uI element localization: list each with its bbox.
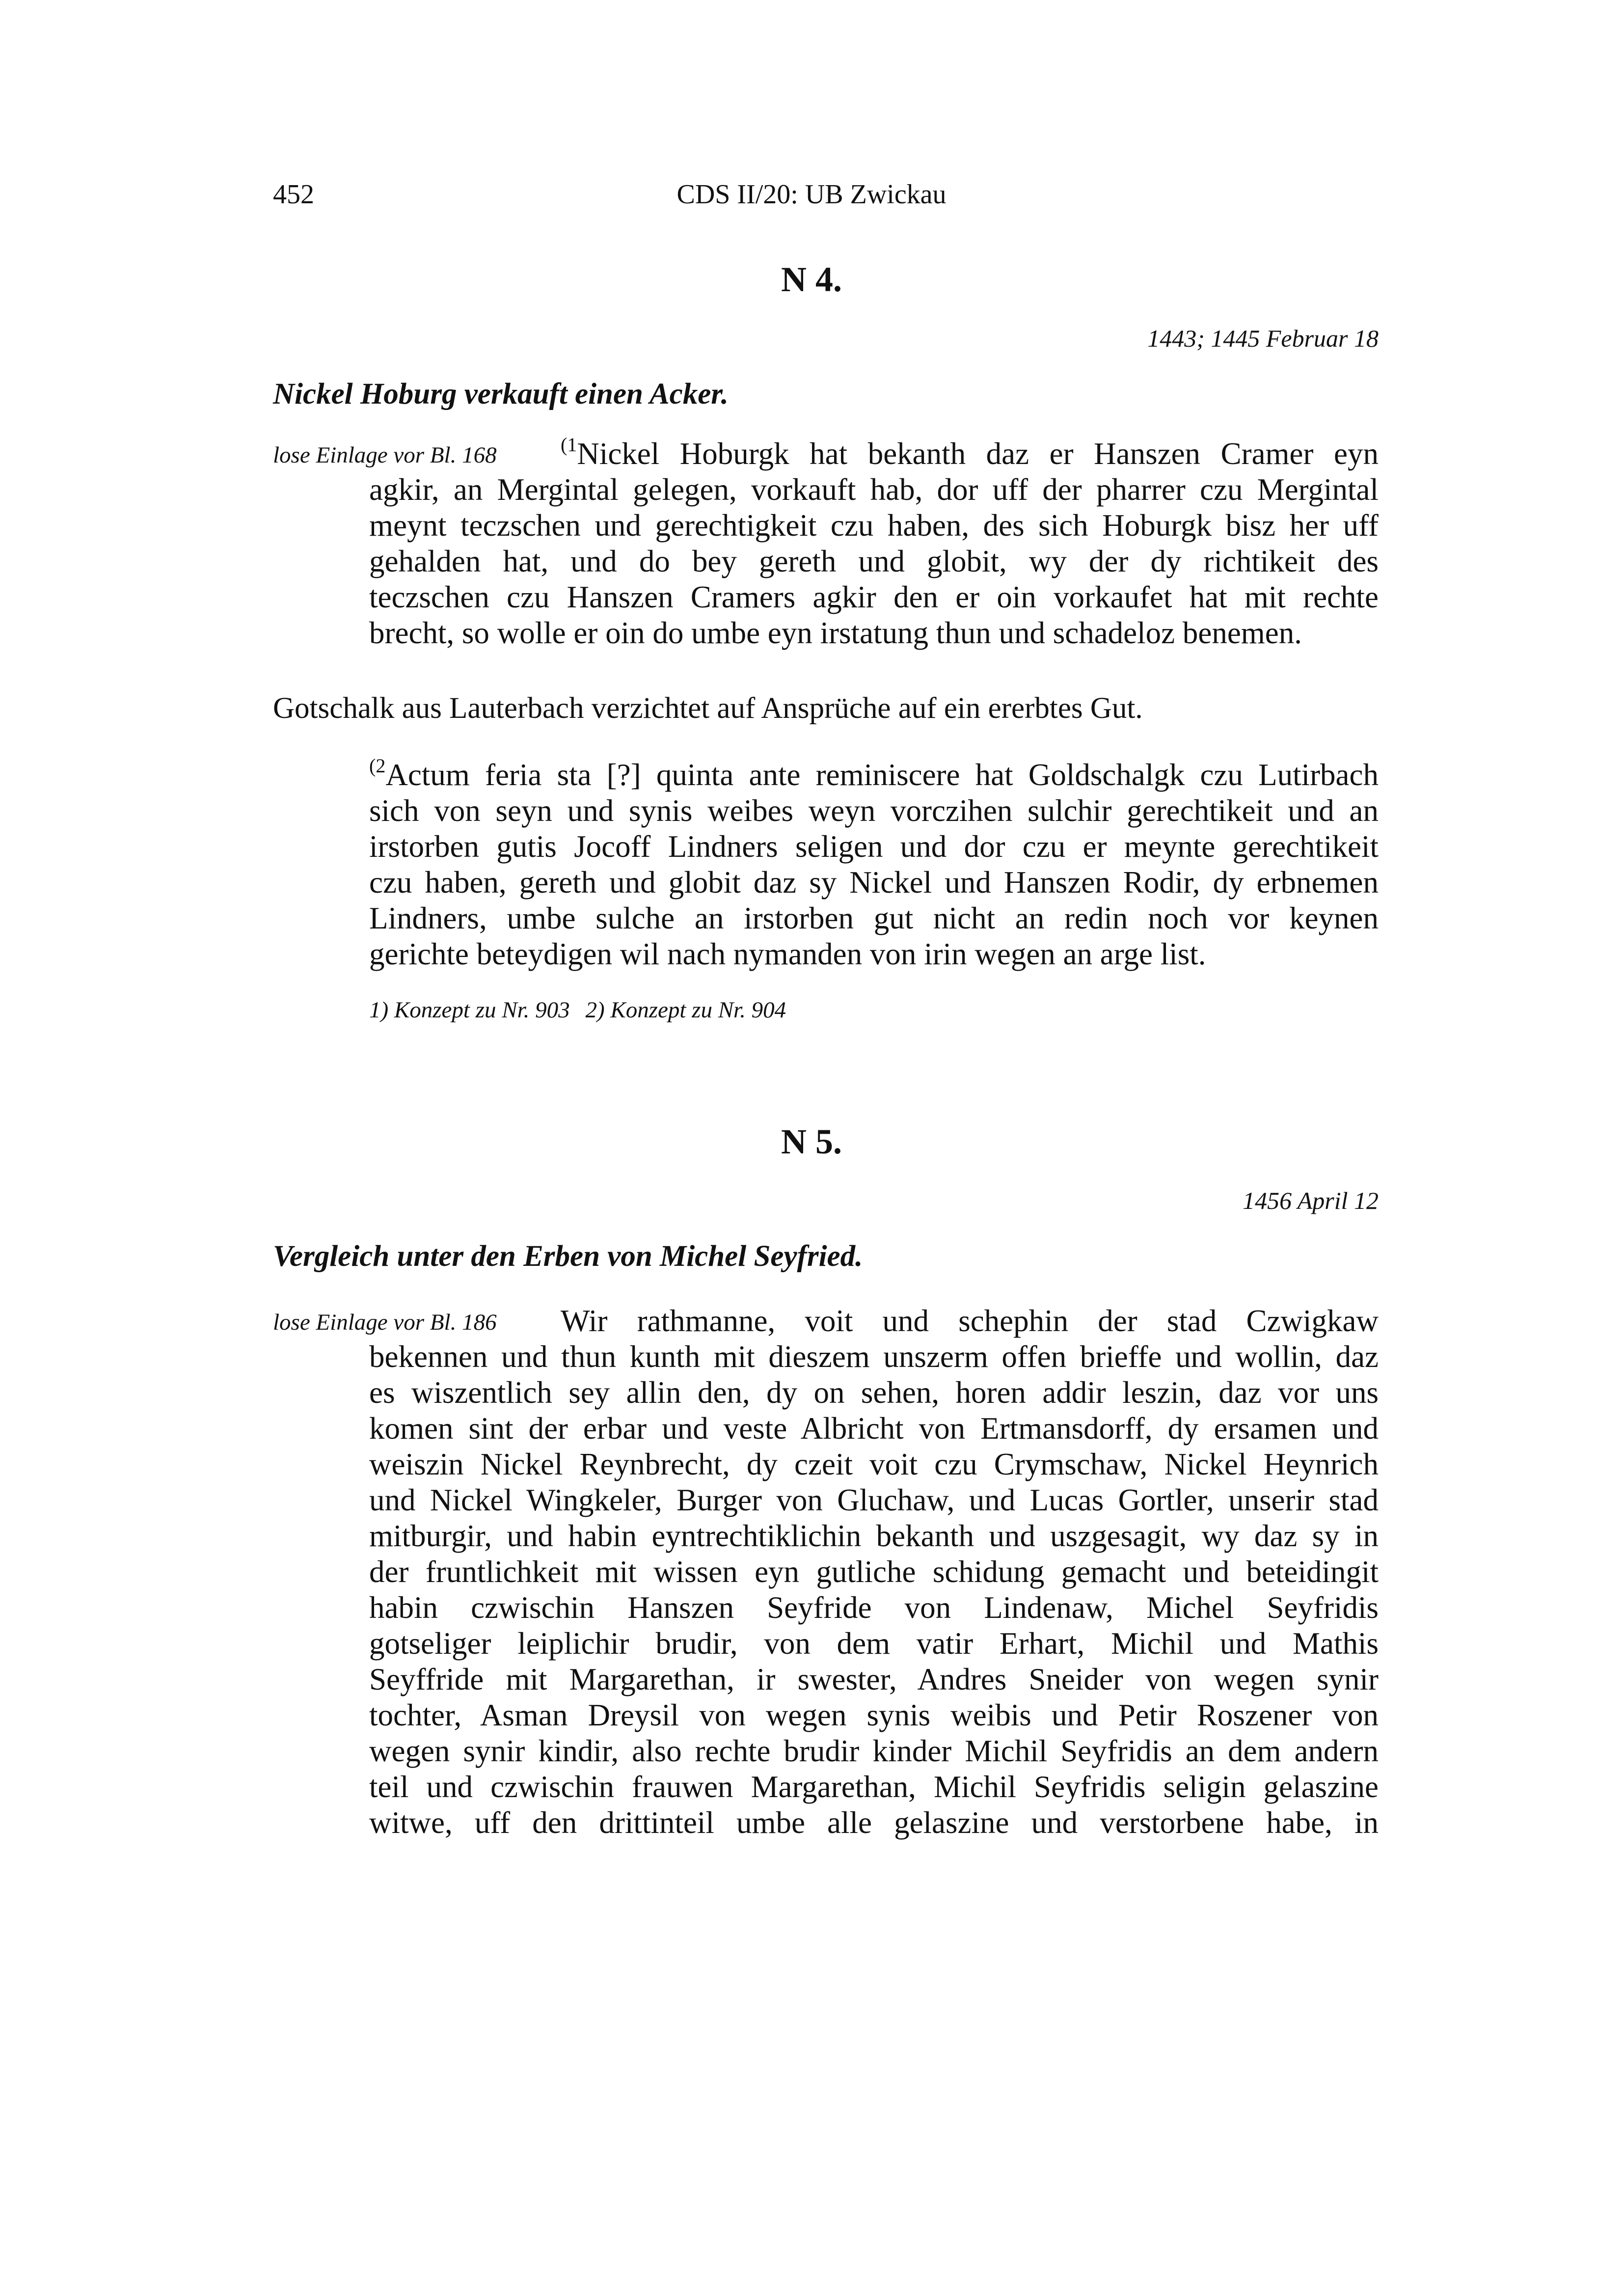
text-line: agkir, an Mergintal gelegen, vorkauft hab, dor uff der pharrer czu Mergintal (369, 472, 1379, 507)
text-line: czu haben, gereth und globit daz sy Nickel und Hanszen Rodir, dy erbnemen (369, 865, 1379, 900)
subentry-text (369, 757, 1379, 972)
provenance-note: lose Einlage vor Bl. 168 (273, 442, 497, 468)
text-line: brecht, so wolle er oin do umbe eyn irstatung thun und schadeloz benemen. (369, 616, 1302, 650)
text-line: teczschen czu Hanszen Cramers agkir den er oin vorkaufet hat mit rechte (369, 580, 1379, 614)
text-line: komen sint der erbar und veste Albricht von Ertmansdorff, dy ersamen und (369, 1411, 1379, 1446)
running-head: CDS II/20: UB Zwickau (676, 179, 947, 210)
text-line: Lindners, umbe sulche an irstorben gut nicht an redin noch vor keynen (369, 901, 1379, 935)
footnote: 1) Konzept zu Nr. 903 (369, 997, 570, 1023)
text-line: witwe, uff den drittinteil umbe alle gelaszine und verstorbene habe, in (369, 1805, 1379, 1840)
footnote-marker: (1 (561, 434, 577, 456)
text-line: irstorben gutis Jocoff Lindners seligen und dor czu er meynte gerechtikeit (369, 829, 1379, 864)
text-line: habin czwischin Hanszen Seyfride von Lindenaw, Michel Seyfridis (369, 1590, 1379, 1625)
text-line: wegen synir kindir, also rechte brudir kinder Michil Seyfridis an dem andern (369, 1734, 1379, 1768)
document-date: 1443; 1445 Februar 18 (1147, 325, 1379, 352)
footnotes (369, 997, 786, 1023)
text-line: gehalden hat, und do bey gereth und globit, wy der dy richtikeit des (369, 544, 1379, 578)
footnote: 2) Konzept zu Nr. 904 (585, 997, 786, 1023)
text-line: tochter, Asman Dreysil von wegen synis weibis und Petir Roszener von (369, 1698, 1379, 1732)
text-line: mitburgir, und habin eyntrechtiklichin bekanth und uszgesagit, wy daz sy in (369, 1519, 1379, 1553)
provenance-note: lose Einlage vor Bl. 186 (273, 1310, 497, 1335)
text-line: Seyffride mit Margarethan, ir swester, Andres Sneider von wegen synir (369, 1662, 1379, 1696)
text-line: teil und czwischin frauwen Margarethan, Michil Seyfridis seligin gelaszine (369, 1770, 1379, 1804)
text-line: $^{(2}$Actum feria sta [?] quinta ante reminiscere hat Goldschalgk czu Lutirbach (369, 755, 1379, 792)
text-line: meynt teczschen und gerechtigkeit czu haben, des sich Hoburgk bisz her uff (369, 508, 1379, 543)
document-date: 1456 April 12 (1243, 1187, 1379, 1214)
text-line: $^{(1}$Nickel Hoburgk hat bekanth daz er Hanszen Cramer eyn (561, 434, 1379, 471)
text-line: gerichte beteydigen wil nach nymanden von irin wegen an arge list. (369, 937, 1206, 971)
document-title: Nickel Hoburg verkauft einen Acker. (273, 378, 729, 410)
text-line: der fruntlichkeit mit wissen eyn gutliche schidung gemacht und beteidingit (369, 1555, 1379, 1589)
text-line: weiszin Nickel Reynbrecht, dy czeit voit czu Crymschaw, Nickel Heynrich (369, 1447, 1379, 1481)
text-line: und Nickel Wingkeler, Burger von Gluchaw, und Lucas Gortler, unserir stad (369, 1483, 1379, 1517)
document-text (369, 1303, 1379, 1841)
text-line: es wiszentlich sey allin den, dy on sehen, horen addir leszin, daz vor uns (369, 1375, 1379, 1410)
text-line: Wir rathmanne, voit und schephin der stad Czwigkaw (561, 1304, 1379, 1338)
text-line: gotseliger leiplichir brudir, von dem vatir Erhart, Michil und Mathis (369, 1626, 1379, 1661)
document-number: N 5. (781, 1122, 842, 1161)
subentry-title: Gotschalk aus Lauterbach verzichtet auf Ansprüche auf ein ererbtes Gut. (273, 692, 1143, 725)
document-title: Vergleich unter den Erben von Michel Seyfried. (273, 1240, 863, 1273)
page-number: 452 (273, 179, 314, 210)
text-line: sich von seyn und synis weibes weyn vorczihen sulchir gerechtikeit und an (369, 793, 1379, 828)
document-number: N 4. (781, 260, 842, 299)
footnote-marker: (2 (369, 755, 386, 777)
text-line: bekennen und thun kunth mit dieszem unszerm offen brieffe und wollin, daz (369, 1339, 1379, 1374)
document-text (369, 436, 1379, 651)
